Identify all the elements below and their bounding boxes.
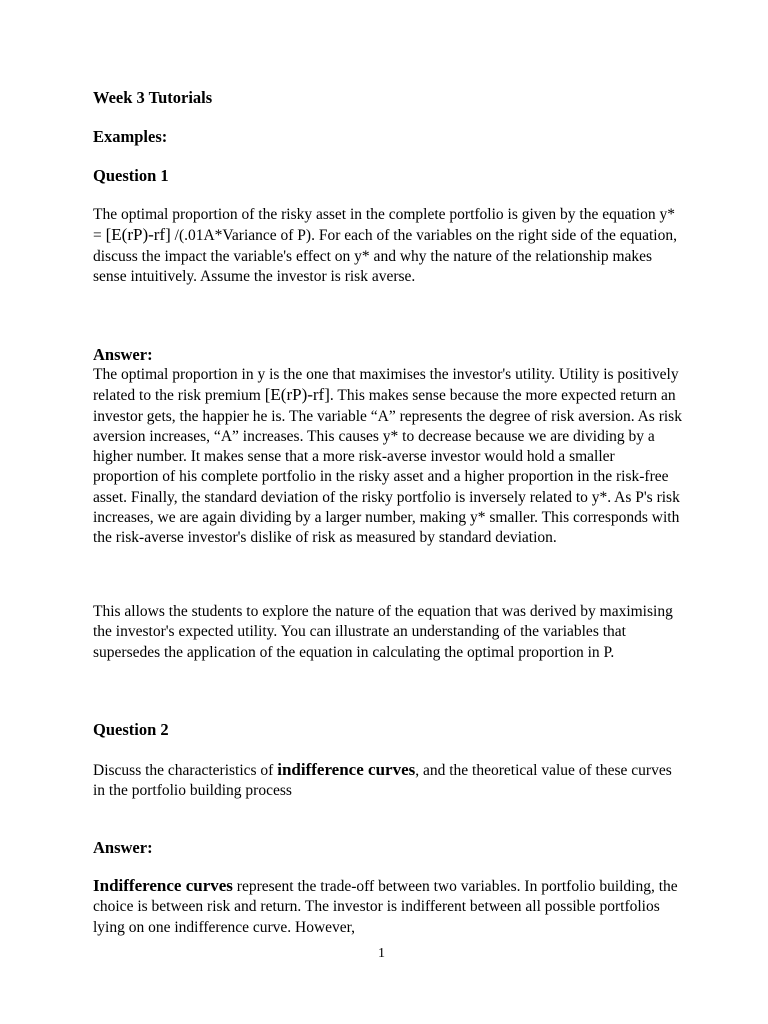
document-title: Week 3 Tutorials xyxy=(93,88,213,107)
question-2-text-part-b: , and the theoretical value of these curves in the portfolio building process xyxy=(93,762,672,800)
answer-1-heading: Answer: xyxy=(93,345,153,364)
answer-2-text xyxy=(93,876,683,938)
answer-1-formula: [E(rP)-rf] xyxy=(264,385,330,405)
page-number: 1 xyxy=(378,946,385,961)
answer-1-text xyxy=(93,365,683,549)
question-2-term: indifference curves xyxy=(277,760,416,779)
question-1-formula: [E(rP)-rf] xyxy=(105,225,171,245)
question-2-text xyxy=(93,760,683,802)
answer-1-text-part-a: The optimal proportion in y is the one that maximises the investor's utility. Utility is positively related to the risk premium xyxy=(93,366,679,405)
question-1-heading: Question 1 xyxy=(93,166,169,185)
answer-2-heading: Answer: xyxy=(93,838,153,857)
examples-heading: Examples: xyxy=(93,127,168,146)
answer-2-text-body: represent the trade-off between two variables. In portfolio building, the choice is between risk and return. The investor is indifferent between all possible portfolios lying on one indifference curve. However, xyxy=(93,878,678,936)
answer-1-text-part-b: . This makes sense because the more expected return an investor gets, the happier he is. The variable “A” represents the degree of risk aversion. As risk aversion increases, “A” increases. This causes y* to decrease because we are dividing by a higher number. It makes sense that a more risk-averse investor would hold a smaller proportion of his complete portfolio in the risky asset and a higher proportion in the risk-free asset. Finally, the standard deviation of the risky portfolio is inversely related to y*. As P's risk increases, we are again dividing by a larger number, making y* smaller. This corresponds with the risk-averse investor's dislike of risk as measured by standard deviation. xyxy=(93,387,682,547)
question-2-text-part-a: Discuss the characteristics of xyxy=(93,762,278,779)
question-2-heading: Question 2 xyxy=(93,720,169,739)
answer-1-conclusion: This allows the students to explore the nature of the equation that was derived by maximising the investor's expected utility. You can illustrate an understanding of the variables that supersedes the application of the equation in calculating the optimal proportion in P. xyxy=(93,603,673,661)
question-1-text xyxy=(93,205,683,287)
question-1-text-part-b: /(.01A*Variance of P). For each of the variables on the right side of the equation, discuss the impact the variable's effect on y* and why the nature of the relationship makes sense intuitively. Assume the investor is risk averse. xyxy=(93,227,677,285)
answer-2-term: Indifference curves xyxy=(93,876,233,895)
question-1-text-part-a: The optimal proportion of the risky asset in the complete portfolio is given by the equation y* = xyxy=(93,206,675,245)
